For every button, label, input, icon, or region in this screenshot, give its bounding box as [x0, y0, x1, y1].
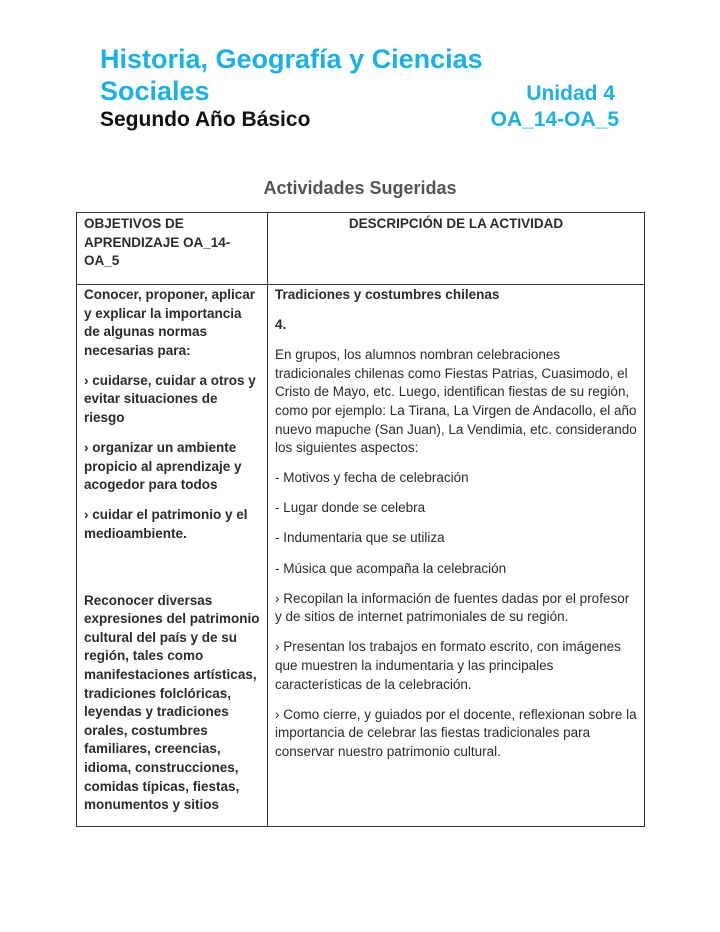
unit-label: Unidad 4 [526, 82, 615, 105]
objective-item: › cuidar el patrimonio y el medioambiente. [84, 507, 248, 542]
document-title-line-2: Sociales [100, 76, 210, 106]
table-header-row [77, 213, 645, 285]
aspect-item: - Indumentaria que se utiliza [275, 530, 445, 546]
grade-label: Segundo Año Básico [100, 108, 311, 131]
objectives-cell [77, 285, 268, 827]
header-objectives: OBJETIVOS DE APRENDIZAJE OA_14-OA_5 [77, 213, 268, 285]
activity-description-cell [268, 285, 645, 827]
document-title-line-1: Historia, Geografía y Ciencias [100, 44, 483, 74]
activities-table [76, 212, 645, 827]
table-row [77, 285, 645, 827]
oa-code-label: OA_14-OA_5 [490, 108, 619, 131]
activity-step: › Recopilan la información de fuentes dadas por el profesor y de sitios de internet patrimoniales de su región. [275, 590, 630, 625]
header-activity-description: DESCRIPCIÓN DE LA ACTIVIDAD [268, 213, 645, 285]
aspect-item: - Motivos y fecha de celebración [275, 470, 469, 486]
second-objective: Reconocer diversas expresiones del patrimonio cultural del país y de su región, tales como manifestaciones artísticas, tradiciones folclóricas, leyendas y tradiciones orales, costumbres familiares, creencias, idioma, construcciones, comidas típicas, fiestas, monumentos y sitios [84, 592, 260, 813]
section-heading: Actividades Sugeridas [263, 178, 457, 198]
activity-step: › Como cierre, y guiados por el docente, reflexionan sobre la importancia de celebrar las fiestas tradicionales para conservar nuestro patrimonio cultural. [275, 706, 637, 759]
activity-title: Tradiciones y costumbres chilenas [275, 287, 500, 302]
aspect-item: - Lugar donde se celebra [275, 500, 426, 516]
objective-intro: Conocer, proponer, aplicar y explicar la importancia de algunas normas necesarias para: [84, 287, 256, 358]
objective-item: › cuidarse, cuidar a otros y evitar situaciones de riesgo [84, 372, 256, 426]
activity-intro: En grupos, los alumnos nombran celebraciones tradicionales chilenas como Fiestas Patrias, Cuasimodo, el Cristo de Mayo, etc. Luego, identifican fiestas de su región, como por ejemplo: La Tirana, La Virgen de Andacollo, el año nuevo mapuche (San Juan), La Vendimia, etc. considerando los siguientes aspectos: [275, 347, 637, 456]
activity-number: 4. [275, 317, 287, 333]
objective-item: › organizar un ambiente propicio al aprendizaje y acogedor para todos [84, 440, 242, 493]
aspect-item: - Música que acompaña la celebración [275, 560, 507, 576]
activity-step: › Presentan los trabajos en formato escrito, con imágenes que muestren la indumentaria y las principales características de la celebración. [275, 639, 621, 692]
